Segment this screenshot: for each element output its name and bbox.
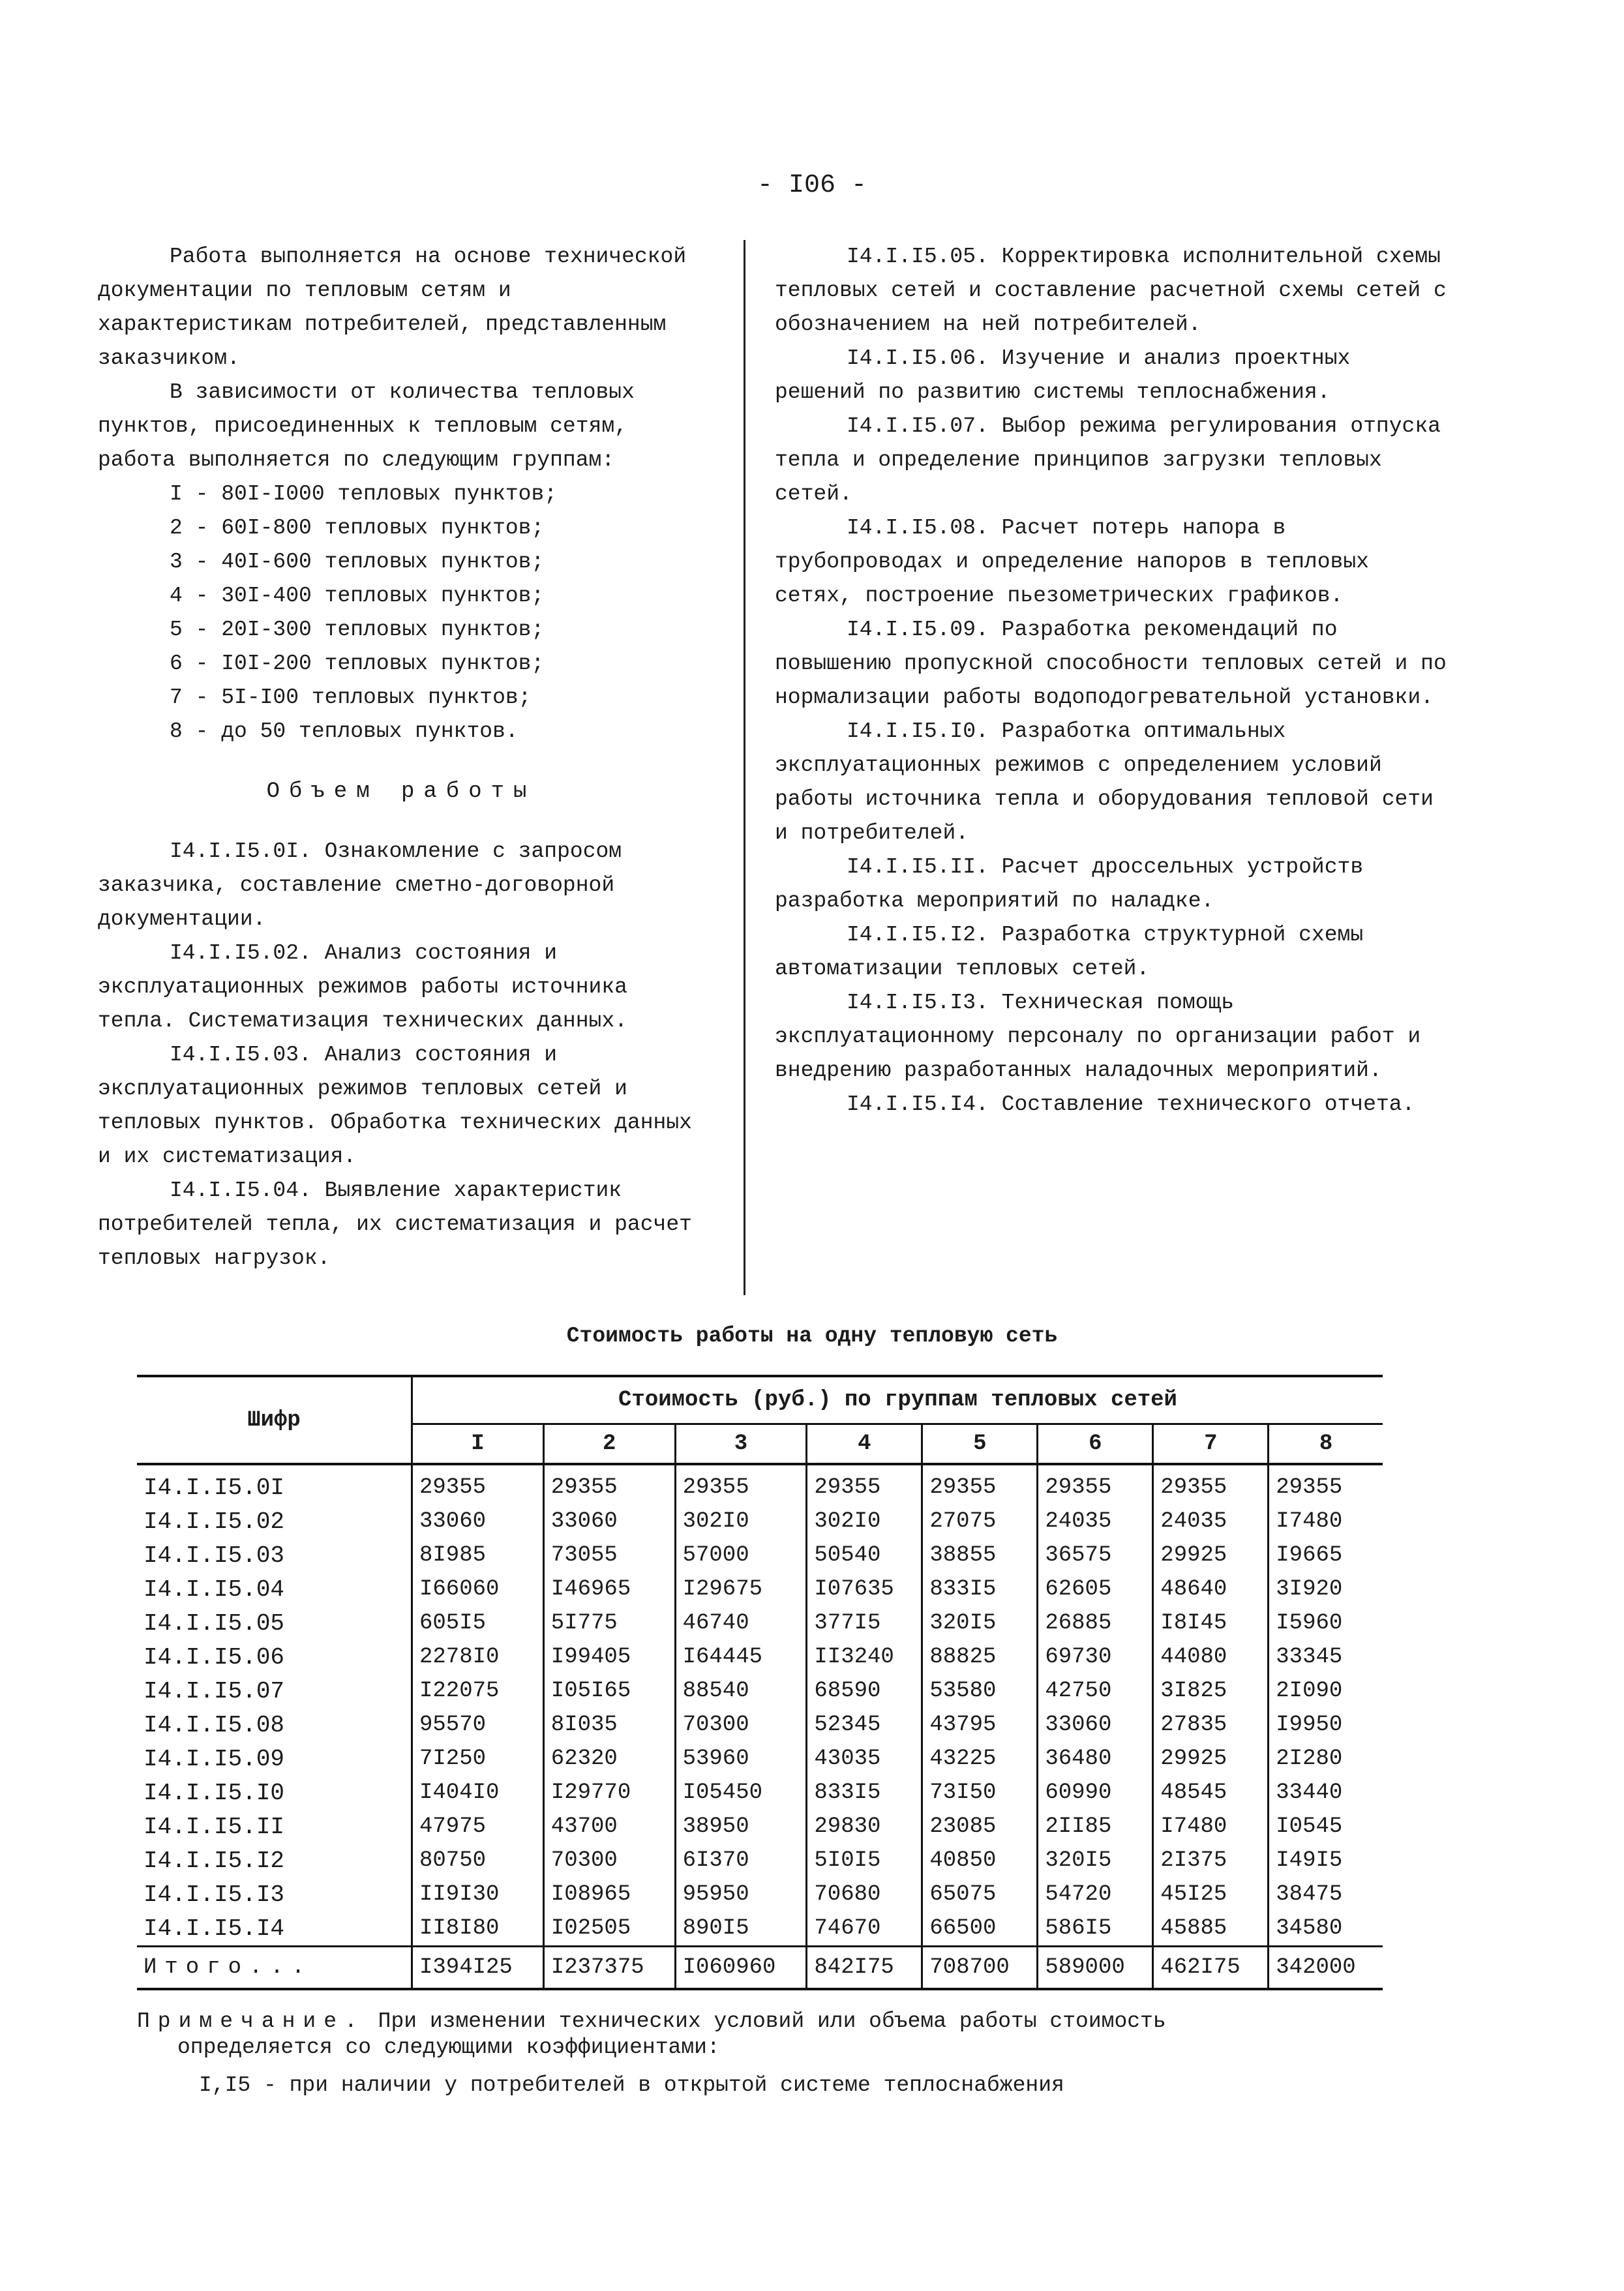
intro-paragraph: Работа выполняется на основе технической документации по тепловым сетям и характеристикам потребителей, представленным заказчиком. xyxy=(98,245,687,370)
section-heading: Объем работы xyxy=(266,779,536,804)
group-item: 2 - 60I-800 тепловых пунктов; xyxy=(170,516,545,540)
cost-cell: 60990 xyxy=(1038,1776,1153,1810)
group-item: 7 - 5I-I00 тепловых пунктов; xyxy=(170,685,532,710)
total-cell: 462I75 xyxy=(1153,1947,1269,1990)
cost-cell: II8I80 xyxy=(412,1911,544,1947)
cost-cell: 57000 xyxy=(675,1538,807,1572)
cost-cell: 43225 xyxy=(922,1742,1038,1776)
work-item: I4.I.I5.I2. Разработка структурной схемы автоматизации тепловых сетей. xyxy=(775,923,1364,981)
cost-cell: 377I5 xyxy=(807,1606,922,1640)
cost-cell: 302I0 xyxy=(675,1505,807,1538)
cost-cell: 65075 xyxy=(922,1878,1038,1911)
group-item: I - 80I-I000 тепловых пунктов; xyxy=(170,482,558,506)
table-row xyxy=(137,1674,1383,1708)
note-continuation: определяется со следующими коэффициентами: xyxy=(177,2035,720,2059)
group-number-header: 5 xyxy=(922,1424,1038,1465)
group-item: 3 - 40I-600 тепловых пунктов; xyxy=(170,550,545,574)
work-item: I4.I.I5.03. Анализ состояния и эксплуатационных режимов тепловых сетей и тепловых пунктов. Обработка технических данных и их систематизация. xyxy=(98,1043,692,1169)
cost-cell: 53960 xyxy=(675,1742,807,1776)
cost-cell: I07635 xyxy=(807,1572,922,1606)
group-number-header: 4 xyxy=(807,1424,922,1465)
cost-cell: 48545 xyxy=(1153,1776,1269,1810)
cost-cell: 2I280 xyxy=(1276,1746,1343,1771)
row-code: I4.I.I5.I4 xyxy=(137,1911,412,1947)
work-item: I4.I.I5.08. Расчет потерь напора в трубопроводах и определение напоров в тепловых сетях, построение пьезометрических графиков. xyxy=(775,516,1369,608)
cost-cell: 833I5 xyxy=(922,1572,1038,1606)
total-cell: 842I75 xyxy=(807,1947,922,1990)
cost-cell: 46740 xyxy=(675,1606,807,1640)
cost-cell: 38950 xyxy=(675,1810,807,1844)
cost-cell: 29830 xyxy=(807,1810,922,1844)
cost-cell: 52345 xyxy=(807,1708,922,1742)
cost-cell: II9I30 xyxy=(412,1878,544,1911)
cost-cell: 29355 xyxy=(1038,1464,1153,1505)
group-column-header: Стоимость (руб.) по группам тепловых сетей xyxy=(412,1376,1383,1424)
row-code: I4.I.I5.0I xyxy=(137,1464,412,1505)
cost-cell: 68590 xyxy=(807,1674,922,1708)
cost-cell: I99405 xyxy=(543,1640,675,1674)
table-row xyxy=(137,1911,1383,1947)
column-divider xyxy=(744,240,745,1295)
group-number-header: 8 xyxy=(1269,1424,1383,1465)
cost-table xyxy=(137,1375,1383,1990)
cost-cell: 62605 xyxy=(1038,1572,1153,1606)
total-row xyxy=(137,1947,1383,1990)
table-row xyxy=(137,1708,1383,1742)
note-coefficient: I,I5 - при наличии у потребителей в открытой системе теплоснабжения xyxy=(199,2073,1064,2097)
cost-cell: 24035 xyxy=(1038,1505,1153,1538)
total-cell: I237375 xyxy=(543,1947,675,1990)
cost-cell: I5960 xyxy=(1276,1611,1343,1636)
cost-cell: I64445 xyxy=(675,1640,807,1674)
cost-cell: 44080 xyxy=(1153,1640,1269,1674)
work-item: I4.I.I5.I0. Разработка оптимальных эксплуатационных режимов с определением условий работы источника тепла и оборудования тепловой сети и потребителей. xyxy=(775,719,1434,845)
cost-table-body xyxy=(137,1464,1383,1947)
table-row xyxy=(137,1505,1383,1538)
group-list xyxy=(170,477,704,749)
cost-cell: 33060 xyxy=(412,1505,544,1538)
table-row xyxy=(137,1464,1383,1505)
cost-cell: 43795 xyxy=(922,1708,1038,1742)
cost-cell: 54720 xyxy=(1038,1878,1153,1911)
work-item: I4.I.I5.05. Корректировка исполнительной схемы тепловых сетей и составление расчетной схемы сетей с обозначением на ней потребителей. xyxy=(775,245,1447,337)
cost-cell: I29770 xyxy=(543,1776,675,1810)
row-code: I4.I.I5.06 xyxy=(137,1640,412,1674)
cost-cell: 29355 xyxy=(1153,1464,1269,1505)
cost-cell: 33060 xyxy=(543,1505,675,1538)
cost-cell: 29355 xyxy=(412,1464,544,1505)
table-row xyxy=(137,1776,1383,1810)
cost-cell: I7480 xyxy=(1153,1810,1269,1844)
cost-cell: 34580 xyxy=(1276,1916,1343,1941)
cost-cell: 43700 xyxy=(543,1810,675,1844)
page-number: - I06 - xyxy=(757,171,867,200)
cost-cell: 2I090 xyxy=(1276,1679,1343,1703)
cost-cell: 74670 xyxy=(807,1911,922,1947)
table-row xyxy=(137,1606,1383,1640)
total-cell: I060960 xyxy=(675,1947,807,1990)
cost-cell: 27835 xyxy=(1153,1708,1269,1742)
cost-cell: 88540 xyxy=(675,1674,807,1708)
table-row xyxy=(137,1572,1383,1606)
cost-cell: I404I0 xyxy=(412,1776,544,1810)
cost-cell: 50540 xyxy=(807,1538,922,1572)
right-column xyxy=(775,240,1447,1122)
row-code: I4.I.I5.I3 xyxy=(137,1878,412,1911)
row-code: I4.I.I5.09 xyxy=(137,1742,412,1776)
cost-cell: I05450 xyxy=(675,1776,807,1810)
row-code: I4.I.I5.08 xyxy=(137,1708,412,1742)
cost-cell: 29355 xyxy=(1276,1475,1343,1500)
total-cell: 589000 xyxy=(1038,1947,1153,1990)
cost-cell: I9665 xyxy=(1276,1543,1343,1568)
group-number-header: 7 xyxy=(1153,1424,1269,1465)
work-item: I4.I.I5.06. Изучение и анализ проектных решений по развитию системы теплоснабжения. xyxy=(775,346,1351,404)
cost-cell: 73I50 xyxy=(922,1776,1038,1810)
row-code: I4.I.I5.05 xyxy=(137,1606,412,1640)
cost-cell: 320I5 xyxy=(922,1606,1038,1640)
cost-cell: I66060 xyxy=(412,1572,544,1606)
table-title: Стоимость работы на одну тепловую сеть xyxy=(566,1324,1058,1348)
cost-cell: I49I5 xyxy=(1276,1848,1343,1873)
cost-cell: 2II85 xyxy=(1038,1810,1153,1844)
cost-cell: 70680 xyxy=(807,1878,922,1911)
cost-cell: 24035 xyxy=(1153,1505,1269,1538)
cost-cell: 29355 xyxy=(807,1464,922,1505)
cost-cell: I22075 xyxy=(412,1674,544,1708)
work-item: I4.I.I5.02. Анализ состояния и эксплуатационных режимов работы источника тепла. Систематизация технических данных. xyxy=(98,941,627,1033)
total-cell: 708700 xyxy=(922,1947,1038,1990)
cost-cell: 320I5 xyxy=(1038,1844,1153,1878)
cost-cell: 8I035 xyxy=(543,1708,675,1742)
work-item: I4.I.I5.I4. Составление технического отчета. xyxy=(847,1092,1415,1116)
group-item: 4 - 30I-400 тепловых пунктов; xyxy=(170,584,545,608)
table-row xyxy=(137,1844,1383,1878)
note-text: При изменении технических условий или объема работы стоимость xyxy=(378,2009,1166,2033)
cost-cell: 36575 xyxy=(1038,1538,1153,1572)
cost-cell: 2278I0 xyxy=(412,1640,544,1674)
cost-cell: 38475 xyxy=(1276,1882,1343,1907)
cost-cell: 2I375 xyxy=(1153,1844,1269,1878)
total-cell: 342000 xyxy=(1269,1947,1383,1990)
cost-cell: 33440 xyxy=(1276,1780,1343,1805)
cost-cell: I8I45 xyxy=(1153,1606,1269,1640)
total-label: Итого... xyxy=(137,1947,412,1990)
cost-cell: 95950 xyxy=(675,1878,807,1911)
work-item: I4.I.I5.II. Расчет дроссельных устройств разработка мероприятий по наладке. xyxy=(775,855,1364,913)
cost-cell: 7I250 xyxy=(412,1742,544,1776)
group-item: 6 - I0I-200 тепловых пунктов; xyxy=(170,651,545,676)
note-label: Примечание. xyxy=(137,2009,365,2033)
row-code: I4.I.I5.I0 xyxy=(137,1776,412,1810)
cost-cell: 36480 xyxy=(1038,1742,1153,1776)
cost-cell: 69730 xyxy=(1038,1640,1153,1674)
cost-cell: 43035 xyxy=(807,1742,922,1776)
cost-cell: I9950 xyxy=(1276,1713,1343,1737)
left-column xyxy=(98,240,704,1276)
cost-cell: 833I5 xyxy=(807,1776,922,1810)
cost-cell: 27075 xyxy=(922,1505,1038,1538)
cost-cell: I0545 xyxy=(1276,1814,1343,1839)
total-cell: I394I25 xyxy=(412,1947,544,1990)
code-column-header: Шифр xyxy=(137,1376,412,1464)
cost-cell: 48640 xyxy=(1153,1572,1269,1606)
work-item: I4.I.I5.09. Разработка рекомендаций по повышению пропускной способности тепловых сетей и по нормализации работы водоподогревательной установки. xyxy=(775,618,1447,710)
cost-cell: 29355 xyxy=(543,1464,675,1505)
cost-cell: 45885 xyxy=(1153,1911,1269,1947)
cost-cell: I46965 xyxy=(543,1572,675,1606)
cost-cell: 6I370 xyxy=(675,1844,807,1878)
cost-cell: 66500 xyxy=(922,1911,1038,1947)
cost-cell: 605I5 xyxy=(412,1606,544,1640)
cost-cell: II3240 xyxy=(807,1640,922,1674)
table-row xyxy=(137,1810,1383,1844)
cost-cell: 5I0I5 xyxy=(807,1844,922,1878)
cost-cell: 29355 xyxy=(922,1464,1038,1505)
cost-cell: I05I65 xyxy=(543,1674,675,1708)
work-item: I4.I.I5.07. Выбор режима регулирования отпуска тепла и определение принципов загрузки тепловых сетей. xyxy=(775,414,1441,506)
cost-cell: 23085 xyxy=(922,1810,1038,1844)
cost-cell: 3I920 xyxy=(1276,1577,1343,1602)
cost-cell: 29355 xyxy=(675,1464,807,1505)
cost-cell: 33060 xyxy=(1038,1708,1153,1742)
cost-cell: 26885 xyxy=(1038,1606,1153,1640)
row-code: I4.I.I5.03 xyxy=(137,1538,412,1572)
cost-cell: I02505 xyxy=(543,1911,675,1947)
cost-cell: 45I25 xyxy=(1153,1878,1269,1911)
row-code: I4.I.I5.02 xyxy=(137,1505,412,1538)
group-number-header: 6 xyxy=(1038,1424,1153,1465)
group-number-header: 3 xyxy=(675,1424,807,1465)
cost-cell: 88825 xyxy=(922,1640,1038,1674)
cost-cell: 40850 xyxy=(922,1844,1038,1878)
note xyxy=(137,2009,1441,2099)
cost-cell: 890I5 xyxy=(675,1911,807,1947)
row-code: I4.I.I5.04 xyxy=(137,1572,412,1606)
cost-cell: 62320 xyxy=(543,1742,675,1776)
cost-cell: I29675 xyxy=(675,1572,807,1606)
cost-cell: 29925 xyxy=(1153,1538,1269,1572)
row-code: I4.I.I5.II xyxy=(137,1810,412,1844)
work-item: I4.I.I5.I3. Техническая помощь эксплуатационному персоналу по организации работ и внедрению разработанных наладочных мероприятий. xyxy=(775,991,1421,1083)
cost-cell: 5I775 xyxy=(543,1606,675,1640)
group-item: 5 - 20I-300 тепловых пунктов; xyxy=(170,618,545,642)
cost-cell: I08965 xyxy=(543,1878,675,1911)
cost-cell: I7480 xyxy=(1276,1509,1343,1534)
work-item: I4.I.I5.04. Выявление характеристик потребителей тепла, их систематизация и расчет тепловых нагрузок. xyxy=(98,1178,692,1270)
cost-cell: 95570 xyxy=(412,1708,544,1742)
row-code: I4.I.I5.I2 xyxy=(137,1844,412,1878)
group-item: 8 - до 50 тепловых пунктов. xyxy=(170,719,519,743)
group-number-header: I xyxy=(412,1424,544,1465)
cost-cell: 29925 xyxy=(1153,1742,1269,1776)
cost-cell: 73055 xyxy=(543,1538,675,1572)
cost-cell: 42750 xyxy=(1038,1674,1153,1708)
cost-cell: 33345 xyxy=(1276,1645,1343,1670)
group-number-header: 2 xyxy=(543,1424,675,1465)
work-item: I4.I.I5.0I. Ознакомление с запросом заказчика, составление сметно-договорной документации. xyxy=(98,839,622,931)
intro-paragraph: В зависимости от количества тепловых пунктов, присоединенных к тепловым сетям, работа выполняется по следующим группам: xyxy=(98,380,635,472)
row-code: I4.I.I5.07 xyxy=(137,1674,412,1708)
table-row xyxy=(137,1878,1383,1911)
cost-cell: 80750 xyxy=(412,1844,544,1878)
table-row xyxy=(137,1742,1383,1776)
cost-cell: 70300 xyxy=(675,1708,807,1742)
cost-cell: 302I0 xyxy=(807,1505,922,1538)
cost-cell: 70300 xyxy=(543,1844,675,1878)
cost-cell: 586I5 xyxy=(1038,1911,1153,1947)
cost-cell: 53580 xyxy=(922,1674,1038,1708)
table-row xyxy=(137,1538,1383,1572)
cost-cell: 38855 xyxy=(922,1538,1038,1572)
cost-cell: 3I825 xyxy=(1153,1674,1269,1708)
cost-cell: 47975 xyxy=(412,1810,544,1844)
table-row xyxy=(137,1640,1383,1674)
cost-cell: 8I985 xyxy=(412,1538,544,1572)
